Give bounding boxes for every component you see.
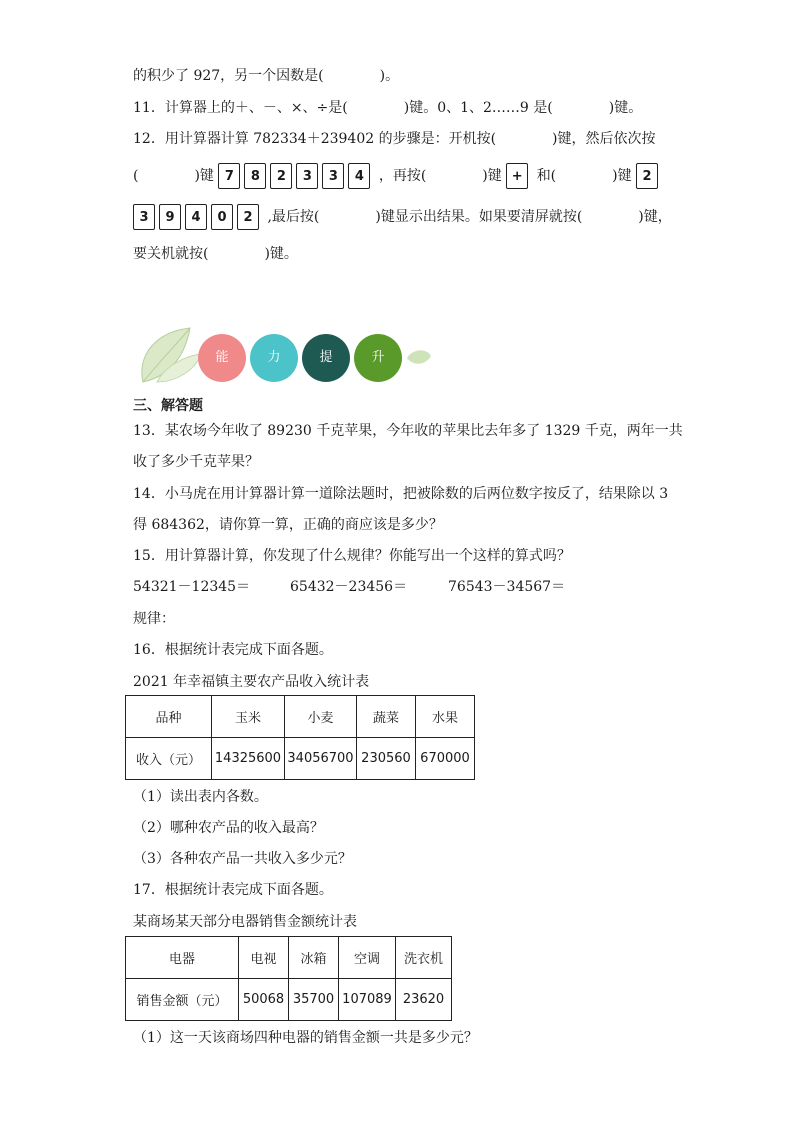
banner-circle: 能 [198, 334, 246, 382]
table-cell: 小麦 [285, 696, 357, 738]
question-16-sub3: （3）各种农产品一共收入多少元？ [133, 851, 352, 867]
table-cell: 蔬菜 [357, 696, 416, 738]
question-13-line2: 收了多少千克苹果？ [133, 454, 259, 470]
digit-key: 2 [237, 204, 259, 230]
question-12-line2 [133, 163, 662, 189]
table-cell: 670000 [416, 738, 475, 780]
key-sequence-2 [133, 204, 263, 230]
table-cell: 电视 [239, 937, 289, 979]
digit-key: 3 [322, 163, 344, 189]
rule-label: 规律： [133, 611, 175, 627]
banner-circle: 力 [250, 334, 298, 382]
ability-banner [135, 326, 435, 384]
blank-text: ，再按( )键 [378, 168, 502, 184]
question-16-sub1: （1）读出表内各数。 [133, 789, 268, 805]
blank-text: ( )键 [133, 168, 214, 184]
expression: 65432－23456＝ [290, 579, 408, 595]
table-row [126, 979, 452, 1021]
table-cell: 冰箱 [289, 937, 339, 979]
leaf-icon [135, 326, 205, 384]
table1-caption: 2021 年幸福镇主要农产品收入统计表 [133, 674, 370, 690]
table-cell: 14325600 [212, 738, 285, 780]
table-cell: 23620 [396, 979, 452, 1021]
blank-text: 和( )键 [536, 168, 632, 184]
digit-key: 2 [636, 163, 658, 189]
question-16: 16．根据统计表完成下面各题。 [133, 642, 333, 658]
digit-key: 4 [348, 163, 370, 189]
question-15: 15．用计算器计算，你发现了什么规律？你能写出一个这样的算式吗？ [133, 548, 571, 564]
question-12-line1: 12．用计算器计算 782334＋239402 的步骤是：开机按( )键，然后依次按 [133, 131, 656, 147]
question-10-tail: 的积少了 927，另一个因数是( )。 [133, 68, 400, 84]
small-leaf-icon [405, 348, 433, 368]
digit-key: 8 [244, 163, 266, 189]
section-title: 三、解答题 [133, 398, 203, 414]
table-cell: 107089 [339, 979, 396, 1021]
question-14-line1: 14．小马虎在用计算器计算一道除法题时，把被除数的后两位数字按反了，结果除以 3 [133, 486, 669, 502]
table-cell: 品种 [126, 696, 212, 738]
table-cell: 销售金额（元） [126, 979, 239, 1021]
digit-key: 3 [133, 204, 155, 230]
question-16-sub2: （2）哪种农产品的收入最高？ [133, 820, 324, 836]
expression: 76543－34567＝ [448, 579, 566, 595]
digit-key: 9 [159, 204, 181, 230]
expression: 54321－12345＝ [133, 579, 251, 595]
table-cell: 电器 [126, 937, 239, 979]
question-17-sub1: （1）这一天该商场四种电器的销售金额一共是多少元？ [133, 1030, 478, 1046]
table-cell: 洗衣机 [396, 937, 452, 979]
digit-key: 3 [296, 163, 318, 189]
table1 [125, 695, 475, 780]
banner-circle: 升 [354, 334, 402, 382]
digit-key: 7 [218, 163, 240, 189]
table-header-row [126, 696, 475, 738]
question-17: 17．根据统计表完成下面各题。 [133, 882, 333, 898]
table-cell: 水果 [416, 696, 475, 738]
key-sequence-1 [218, 163, 374, 189]
question-13-line1: 13．某农场今年收了 89230 千克苹果，今年收的苹果比去年多了 1329 千克，两年一共 [133, 423, 683, 439]
table-cell: 玉米 [212, 696, 285, 738]
table-row [126, 738, 475, 780]
table-cell: 230560 [357, 738, 416, 780]
question-12-line4: 要关机就按( )键。 [133, 246, 298, 262]
digit-key: 2 [270, 163, 292, 189]
blank-text: ,最后按( )键显示出结果。如果要清屏就按( )键， [267, 209, 672, 225]
banner-circle: 提 [302, 334, 350, 382]
table-cell: 35700 [289, 979, 339, 1021]
question-12-line3 [133, 204, 672, 230]
table2-caption: 某商场某天部分电器销售金额统计表 [133, 914, 357, 930]
table2 [125, 936, 452, 1021]
question-11: 11．计算器上的＋、－、×、÷是( )键。0、1、2……9 是( )键。 [133, 100, 643, 116]
plus-key: + [506, 163, 528, 189]
table-header-row [126, 937, 452, 979]
digit-key: 0 [211, 204, 233, 230]
question-14-line2: 得 684362，请你算一算，正确的商应该是多少？ [133, 517, 443, 533]
table-cell: 50068 [239, 979, 289, 1021]
table-cell: 收入（元） [126, 738, 212, 780]
digit-key: 4 [185, 204, 207, 230]
table-cell: 空调 [339, 937, 396, 979]
table-cell: 34056700 [285, 738, 357, 780]
